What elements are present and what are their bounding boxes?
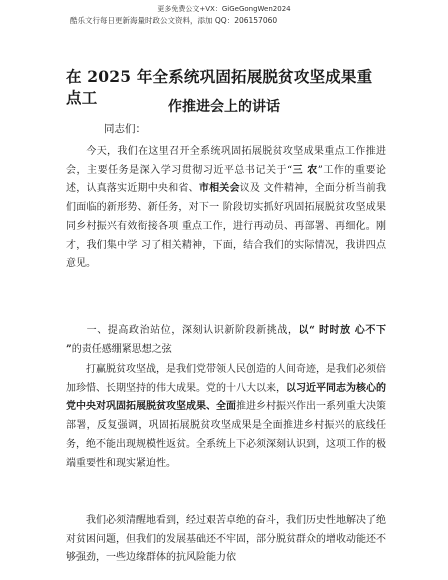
- p2-text-bold: 以习近平同志为核心的党中央对巩固拓展脱贫攻坚成果、全面: [66, 382, 386, 413]
- paragraph-2: [66, 361, 386, 473]
- header-note: 酷乐文行每日更新海量时政公文资料，添加 QQ：206157060: [70, 16, 278, 25]
- intro-text-bold-sannong: 三 农: [292, 164, 318, 176]
- p3-text-a: 我们必须清醒地看到，经过艰苦卓绝的奋斗，我们历史性地解决了绝对贫困问题，但我们的发展基础还不牢固，部分脱贫群众的增收动能还不够强劲，一些边缘群体的抗风险能力依: [66, 515, 386, 564]
- paragraph-3: [66, 512, 386, 568]
- section-heading-1: [66, 322, 386, 359]
- document-title-line1: 在 2025 年全系统巩固拓展脱贫攻坚成果重点工: [66, 67, 373, 107]
- intro-text-a: 今天，我们在这里召开全系统巩固拓展脱贫攻坚成果重点工作推进会，主要任务是深入学习贯彻习近平总书记关于“: [66, 146, 386, 176]
- intro-text-e: 议及 文件精神，全面分析当前我们面临的新形势、新任务，对下一 阶段切实抓好巩固拓展脱贫攻坚成果同乡村振兴有效衔接各项 重点工作，进行再动员、再部署、再细化。刚才，我们集中学 习了相关精神，下面，结合我们的实际情况，我讲四点意见。: [66, 183, 387, 270]
- document-title-line2: 作推进会上的讲话: [168, 99, 280, 115]
- p2-text-a: 打赢脱贫攻坚战，是我们党带领人民创造的人间奇迹，是我们必须倍加珍惜、长期坚持的伟大成果。党的十八大以来，: [66, 364, 386, 394]
- intro-text-bold-meeting: 市相关会: [198, 183, 240, 195]
- heading1-text-c: 的责任感绷紧思想之弦: [71, 343, 172, 355]
- top-watermark-line: 更多免费公文+VX：GiGeGongWen2024: [157, 5, 291, 13]
- paragraph-intro: [66, 143, 386, 274]
- p2-text-c: 推进乡村振兴作出一系列重大决策部署，反复强调，巩固拓展脱贫攻坚成果是全面推进乡村振兴的底线任务，绝不能出现规模性返贫。全系统上下必须深刻认识到，这项工作的极端重要性和现实紧迫性。: [66, 401, 386, 469]
- intro-text-c: ”工作的重要论述，认真落实近期中央和省、: [66, 164, 386, 195]
- heading1-text-bold: 以“ 时时放 心不下 ”: [66, 325, 386, 355]
- heading1-text-a: 一、提高政治站位，深刻认识新阶段新挑战，: [86, 325, 299, 336]
- salutation: 同志们：: [104, 123, 146, 135]
